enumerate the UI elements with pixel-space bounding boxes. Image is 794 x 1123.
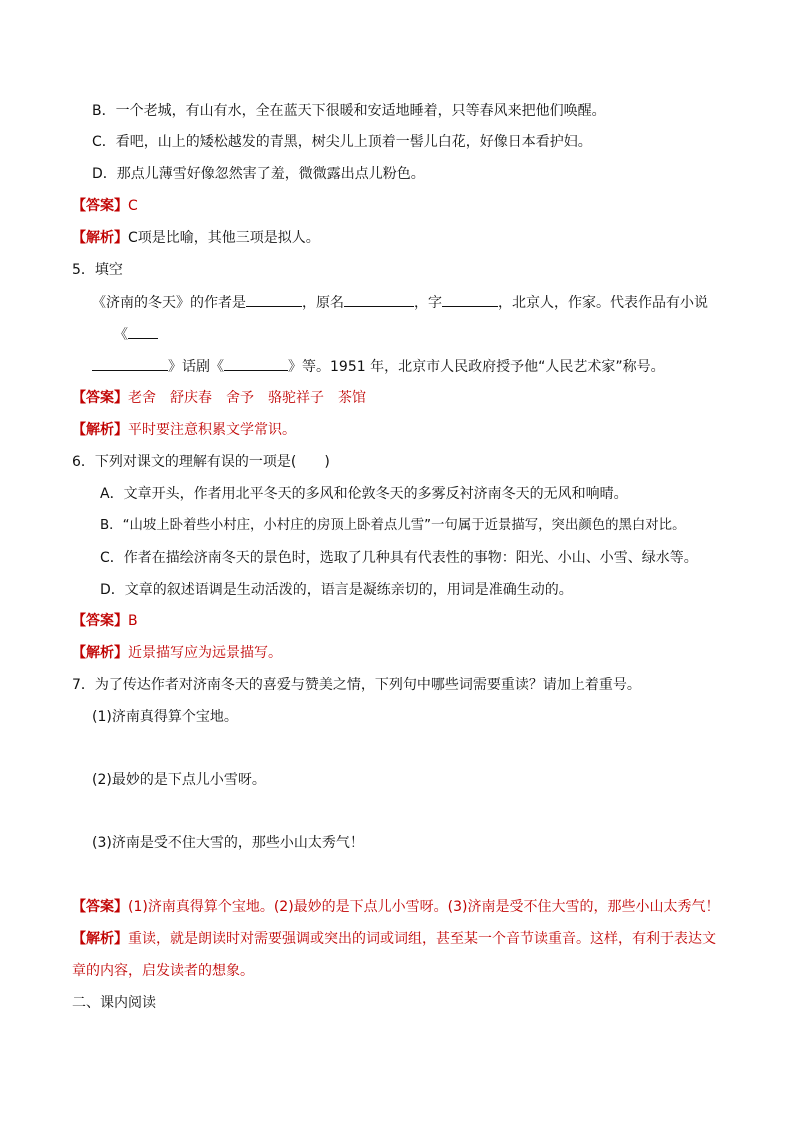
analysis-tag: 【解析】 (72, 645, 128, 661)
answer-text: (1)济南真得算个宝地。(2)最妙的是下点儿小雪呀。(3)济南是受不住大雪的，那些小山太秀气！ (128, 899, 720, 915)
analysis-tag: 【解析】 (72, 422, 128, 438)
analysis-text-cont: 章的内容，启发读者的想象。 (72, 963, 254, 979)
q7-item-2: (2)最妙的是下点儿小雪呀。 (92, 772, 266, 788)
q7-title: 7．为了传达作者对济南冬天的喜爱与赞美之情，下列句中哪些词需要重读？请加上着重号。 (72, 677, 641, 693)
analysis-text: 平时要注意积累文学常识。 (128, 422, 296, 438)
q5-text-d: ，北京人，作家。代表作品有小说 (498, 295, 708, 311)
analysis-text: 近景描写应为远景描写。 (128, 645, 282, 661)
q6-option-c: C．作者在描绘济南冬天的景色时，选取了几种具有代表性的事物：阳光、小山、小雪、绿水等。 (100, 550, 698, 566)
analysis-text: 重读，就是朗读时对需要强调或突出的词或词组，甚至某一个音节读重音。这样，有利于表达文 (128, 931, 716, 947)
q5-text-g: 》等。1951 年，北京市人民政府授予他“人民艺术家”称号。 (288, 359, 665, 375)
fill-blank-play[interactable] (224, 356, 288, 371)
answer-text: 老舍 舒庆春 舍予 骆驼祥子 茶馆 (128, 390, 366, 406)
fill-blank-novel-part1[interactable] (128, 324, 158, 339)
fill-blank-original-name[interactable] (344, 292, 414, 307)
q7-item-1: (1)济南真得算个宝地。 (92, 709, 238, 725)
answer-text: C (128, 198, 138, 214)
q6-title: 6．下列对课文的理解有误的一项是( ) (72, 454, 330, 470)
q6-option-d: D．文章的叙述语调是生动活泼的，语言是凝练亲切的，用词是准确生动的。 (100, 582, 573, 598)
q6-analysis-line (72, 643, 282, 663)
q5-title: 5．填空 (72, 262, 123, 278)
q7-analysis-line-2 (72, 961, 254, 981)
fill-blank-author[interactable] (246, 292, 302, 307)
q4-analysis-line (72, 228, 320, 248)
q5-text-f: 》话剧《 (168, 359, 224, 375)
answer-tag: 【答案】 (72, 198, 128, 214)
q4-option-c: C．看吧，山上的矮松越发的青黑，树尖儿上顶着一髻儿白花，好像日本看护妇。 (92, 134, 592, 150)
q5-paragraph-3 (92, 356, 665, 377)
analysis-tag: 【解析】 (72, 931, 128, 947)
q5-paragraph-2 (114, 324, 158, 345)
q5-analysis-line (72, 420, 296, 440)
q7-item-3: (3)济南是受不住大雪的，那些小山太秀气！ (92, 835, 364, 851)
analysis-tag: 【解析】 (72, 230, 128, 246)
q6-option-a: A．文章开头，作者用北平冬天的多风和伦敦冬天的多雾反衬济南冬天的无风和响晴。 (100, 486, 628, 502)
analysis-text: C项是比喻，其他三项是拟人。 (128, 230, 320, 246)
q4-option-b: B．一个老城，有山有水，全在蓝天下很暖和安适地睡着，只等春风来把他们唤醒。 (92, 103, 606, 119)
q5-text-c: ，字 (414, 295, 442, 311)
answer-tag: 【答案】 (72, 899, 128, 915)
q4-answer-line (72, 196, 138, 216)
q6-option-b: B．“山坡上卧着些小村庄，小村庄的房顶上卧着点儿雪”一句属于近景描写，突出颜色的黑白对比。 (100, 518, 686, 533)
answer-tag: 【答案】 (72, 613, 128, 629)
answer-tag: 【答案】 (72, 390, 128, 406)
fill-blank-courtesy-name[interactable] (442, 292, 498, 307)
q4-option-d: D．那点儿薄雪好像忽然害了羞，微微露出点儿粉色。 (92, 166, 425, 182)
q6-answer-line (72, 611, 138, 631)
section-heading: 二、课内阅读 (72, 995, 156, 1011)
q7-analysis-line (72, 929, 716, 949)
q5-text-b: ，原名 (302, 295, 344, 311)
fill-blank-novel-part2[interactable] (92, 356, 168, 371)
q5-text-a: 《济南的冬天》的作者是 (92, 295, 246, 311)
q7-answer-line (72, 897, 720, 917)
q5-paragraph-1 (92, 292, 708, 313)
q5-text-e: 《 (114, 327, 128, 343)
q5-answer-line (72, 388, 366, 408)
answer-text: B (128, 613, 138, 629)
